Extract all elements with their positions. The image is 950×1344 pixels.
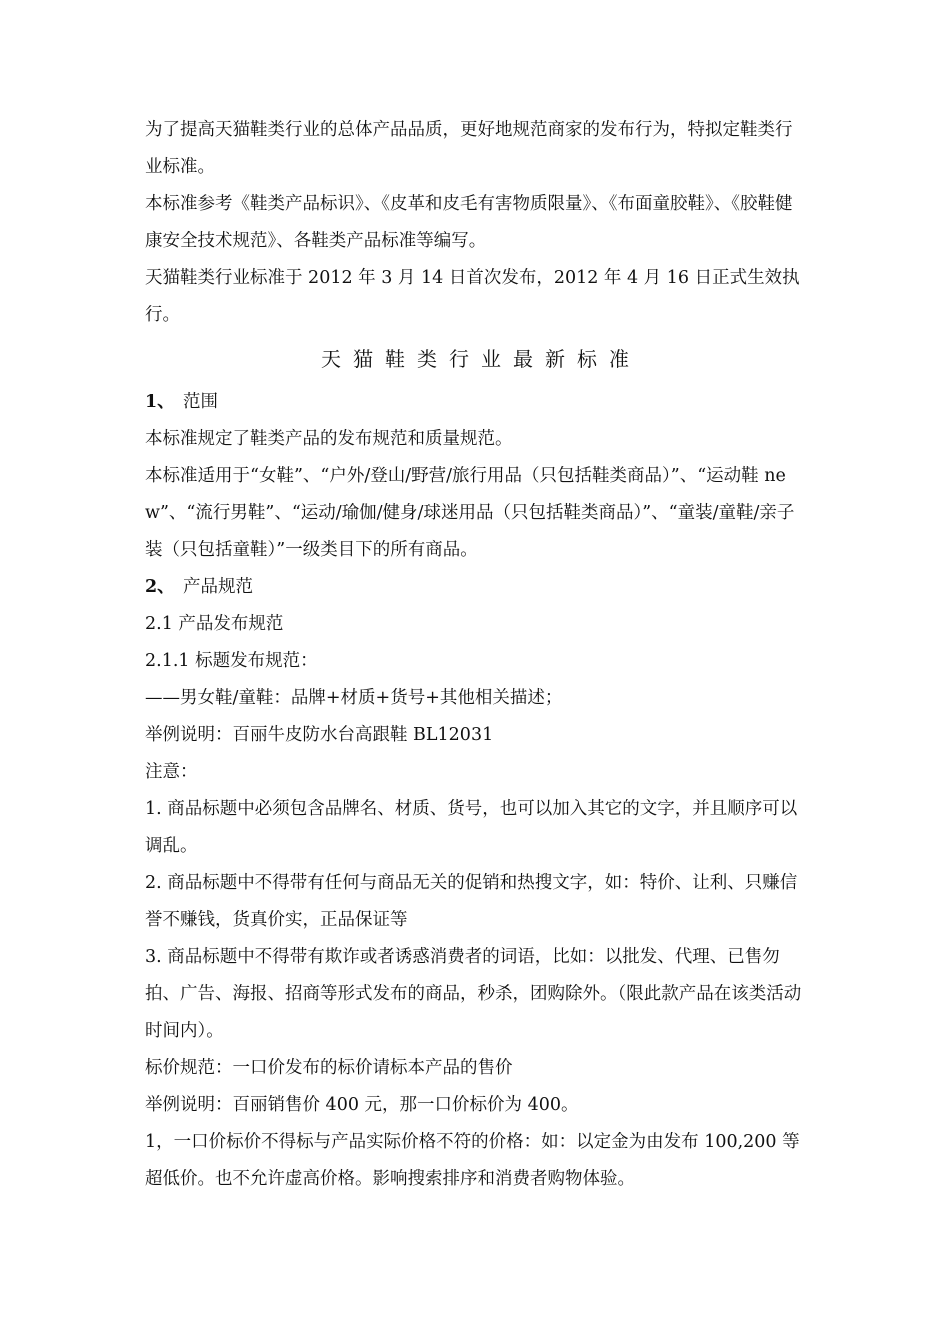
- section-1-number: 1、: [145, 392, 175, 412]
- intro-paragraph-2: 本标准参考《鞋类产品标识》、《皮革和皮毛有害物质限量》、《布面童胶鞋》、《胶鞋健康安全技术规范》、各鞋类产品标准等编写。: [145, 194, 793, 251]
- subsection-heading: 2.1 产品发布规范: [145, 614, 284, 634]
- intro-paragraph-3: 天猫鞋类行业标准于 2012 年 3 月 14 日首次发布，2012 年 4 月 16 日正式生效执行。: [145, 268, 800, 325]
- note-item: 1. 商品标题中必须包含品牌名、材质、货号，也可以加入其它的文字，并且顺序可以调乱。: [145, 799, 798, 856]
- section-1-paragraph: 本标准规定了鞋类产品的发布规范和质量规范。: [145, 429, 513, 449]
- intro-paragraph-1: 为了提高天猫鞋类行业的总体产品品质，更好地规范商家的发布行为，特拟定鞋类行业标准。: [145, 120, 793, 177]
- section-2-heading: [145, 569, 807, 606]
- section-1-title: 范围: [183, 392, 218, 412]
- document-body: [145, 112, 807, 1198]
- note-item: 2. 商品标题中不得带有任何与商品无关的促销和热搜文字，如：特价、让利、只赚信誉不赚钱，货真价实，正品保证等: [145, 873, 798, 930]
- subsection-heading: 2.1.1 标题发布规范：: [145, 651, 318, 671]
- pricing-rule: 标价规范：一口价发布的标价请标本产品的售价: [145, 1058, 513, 1078]
- section-2-title: 产品规范: [183, 577, 253, 597]
- example-line: 举例说明：百丽销售价 400 元，那一口价标价为 400。: [145, 1095, 579, 1115]
- section-1-heading: [145, 384, 807, 421]
- section-2-number: 2、: [145, 577, 175, 597]
- example-line: 举例说明：百丽牛皮防水台高跟鞋 BL12031: [145, 725, 494, 745]
- section-1-paragraph: 本标准适用于“女鞋”、“户外/登山/野营/旅行用品（只包括鞋类商品）”、“运动鞋 new”、“流行男鞋”、“运动/瑜伽/健身/球迷用品（只包括鞋类商品）”、“童装/童鞋/亲子装（只包括童鞋）”一级类目下的所有商品。: [145, 466, 795, 560]
- note-item: 3. 商品标题中不得带有欺诈或者诱惑消费者的词语，比如：以批发、代理、已售勿拍、广告、海报、招商等形式发布的商品，秒杀，团购除外。（限此款产品在该类活动时间内）。: [145, 947, 802, 1041]
- pricing-item: 1，一口价标价不得标与产品实际价格不符的价格：如：以定金为由发布 100,200 等超低价。也不允许虚高价格。影响搜索排序和消费者购物体验。: [145, 1132, 800, 1189]
- document-title: 天猫鞋类行业最新标准: [321, 347, 641, 371]
- rule-line: ——男女鞋/童鞋：品牌+材质+货号+其他相关描述；: [145, 688, 563, 708]
- note-label: 注意：: [145, 762, 198, 782]
